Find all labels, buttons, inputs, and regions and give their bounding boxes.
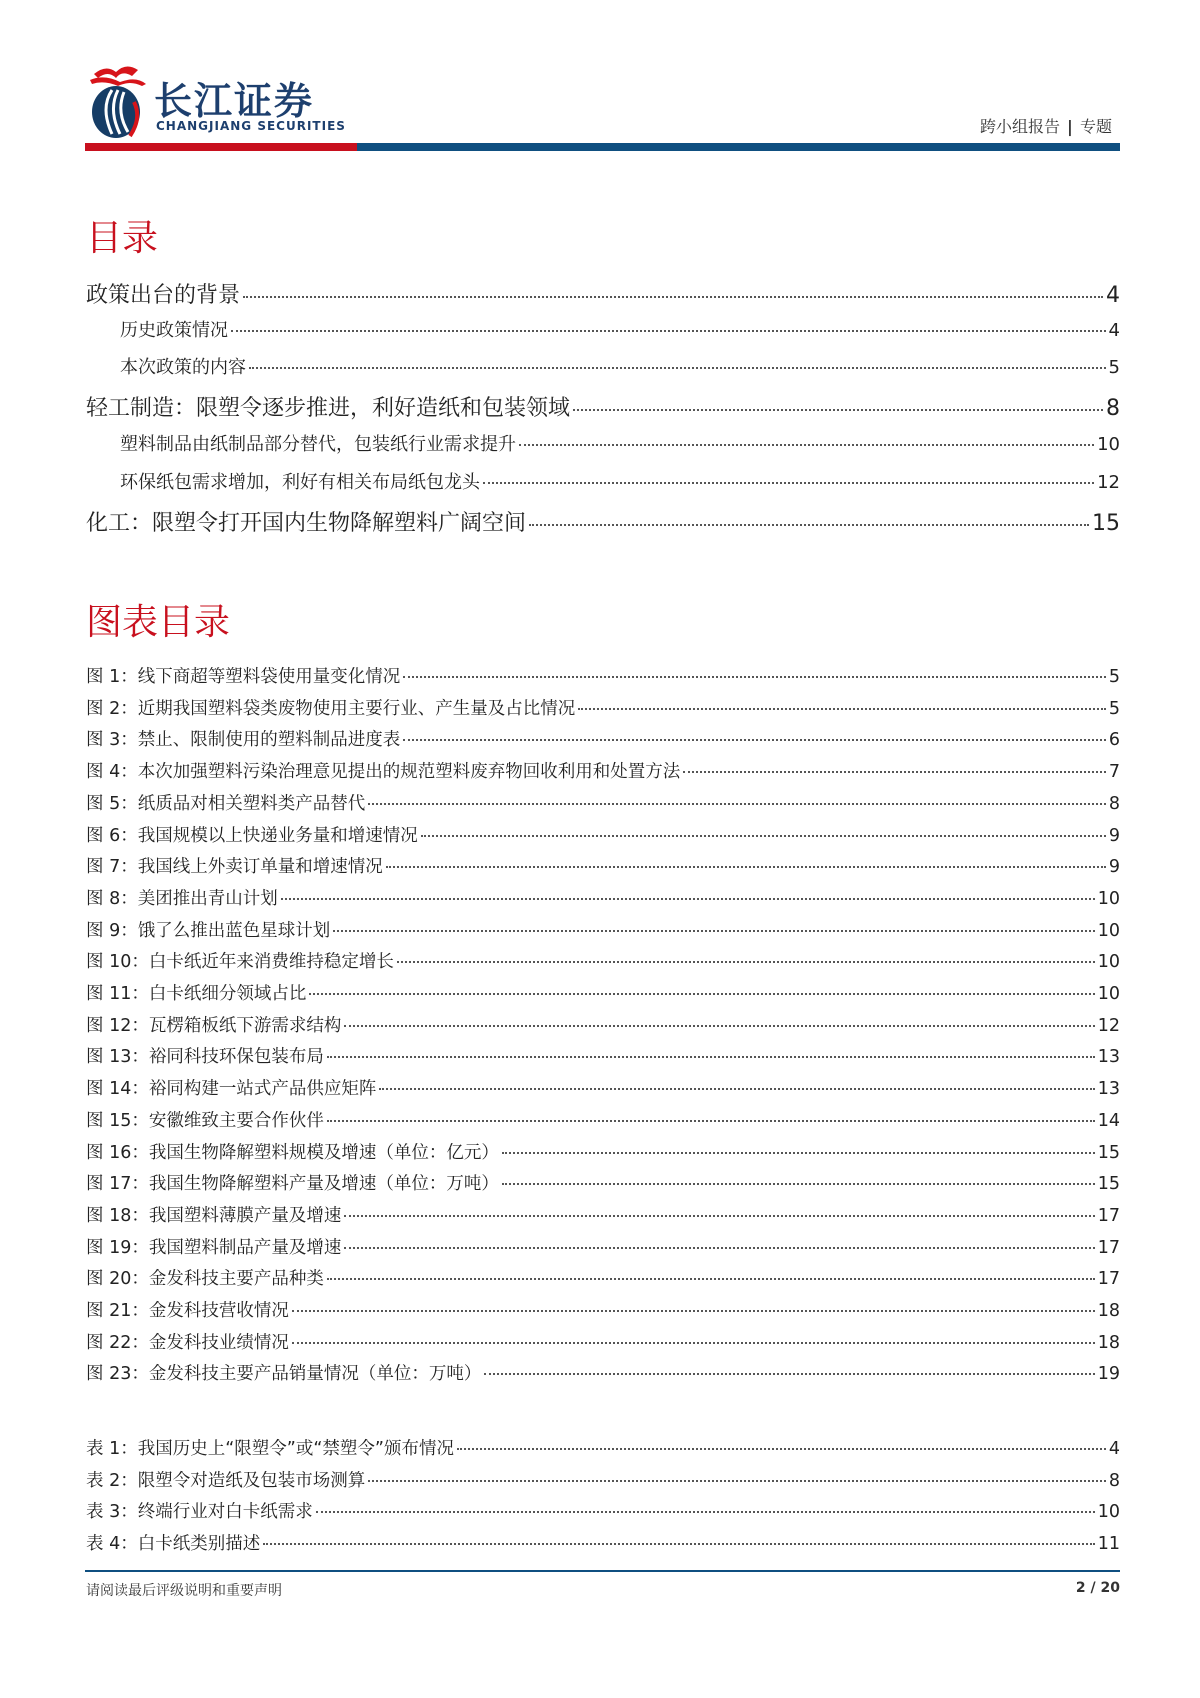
entry-label: 图 6：我国规模以上快递业务量和增速情况 bbox=[86, 825, 418, 846]
toc-entry[interactable] bbox=[86, 278, 1120, 309]
entry-page: 18 bbox=[1097, 1301, 1120, 1321]
dot-leader bbox=[421, 835, 1106, 837]
toc-entry[interactable] bbox=[86, 1043, 1120, 1068]
dot-leader bbox=[327, 1120, 1095, 1122]
toc-entry[interactable] bbox=[86, 1012, 1120, 1037]
toc-entry[interactable] bbox=[86, 1265, 1120, 1290]
dot-leader bbox=[403, 739, 1106, 741]
toc-entry[interactable] bbox=[86, 1435, 1120, 1460]
entry-page: 10 bbox=[1097, 1502, 1120, 1523]
toc-entry[interactable] bbox=[86, 726, 1120, 751]
toc-entry[interactable] bbox=[86, 1297, 1120, 1322]
entry-label: 图 13：裕同科技环保包装布局 bbox=[86, 1047, 324, 1068]
dot-leader bbox=[529, 524, 1089, 526]
toc-entry[interactable] bbox=[86, 1467, 1120, 1492]
toc-entry[interactable] bbox=[86, 790, 1120, 815]
entry-page: 14 bbox=[1097, 1110, 1120, 1131]
footer-disclaimer: 请阅读最后评级说明和重要声明 bbox=[86, 1583, 282, 1599]
report-type-label bbox=[980, 114, 1112, 137]
toc-entry[interactable] bbox=[120, 316, 1120, 342]
dot-leader bbox=[519, 444, 1094, 446]
entry-page: 8 bbox=[1106, 396, 1120, 421]
toc-entry[interactable] bbox=[86, 822, 1120, 847]
dot-leader bbox=[368, 803, 1106, 805]
entry-label: 表 4：白卡纸类别描述 bbox=[86, 1534, 261, 1555]
entry-label: 政策出台的背景 bbox=[86, 283, 241, 308]
entry-label: 表 3：终端行业对白卡纸需求 bbox=[86, 1502, 313, 1523]
entry-label: 表 2：限塑令对造纸及包装市场测算 bbox=[86, 1470, 366, 1491]
entry-label: 图 19：我国塑料制品产量及增速 bbox=[86, 1237, 342, 1258]
toc-entry[interactable] bbox=[86, 853, 1120, 878]
dot-leader bbox=[386, 866, 1106, 868]
dot-leader bbox=[344, 1025, 1094, 1027]
brand-name-en: CHANGJIANG SECURITIES bbox=[156, 119, 346, 133]
entry-label: 轻工制造：限塑令逐步推进，利好造纸和包装领域 bbox=[86, 396, 571, 421]
entry-page: 10 bbox=[1097, 920, 1120, 941]
entry-label: 图 8：美团推出青山计划 bbox=[86, 888, 278, 909]
entry-page: 5 bbox=[1108, 698, 1120, 719]
entry-page: 17 bbox=[1097, 1269, 1120, 1290]
toc-entry[interactable] bbox=[86, 1107, 1120, 1132]
toc-entry[interactable] bbox=[86, 1075, 1120, 1100]
figures-title: 图表目录 bbox=[86, 602, 231, 643]
entry-page: 6 bbox=[1108, 730, 1120, 751]
entry-page: 11 bbox=[1097, 1534, 1120, 1555]
entry-page: 4 bbox=[1108, 320, 1120, 341]
toc-entry[interactable] bbox=[86, 1360, 1120, 1385]
entry-page: 10 bbox=[1097, 888, 1120, 909]
dot-leader bbox=[683, 771, 1106, 773]
dot-leader bbox=[578, 708, 1106, 710]
entry-page: 13 bbox=[1097, 1047, 1120, 1068]
dot-leader bbox=[292, 1310, 1095, 1312]
dot-leader bbox=[344, 1215, 1094, 1217]
page-number: 2 / 20 bbox=[1075, 1580, 1120, 1596]
toc-entry[interactable] bbox=[86, 1139, 1120, 1164]
toc-entry[interactable] bbox=[86, 1498, 1120, 1523]
entry-page: 12 bbox=[1097, 472, 1120, 493]
toc-entry[interactable] bbox=[86, 1234, 1120, 1259]
dot-leader bbox=[368, 1480, 1106, 1482]
entry-page: 4 bbox=[1108, 1439, 1120, 1459]
dot-leader bbox=[484, 1373, 1094, 1375]
entry-page: 18 bbox=[1097, 1332, 1120, 1353]
dot-leader bbox=[573, 409, 1103, 411]
company-logo bbox=[86, 62, 366, 142]
entry-page: 9 bbox=[1108, 825, 1120, 846]
toc-entry[interactable] bbox=[86, 663, 1120, 688]
header-bar-blue bbox=[357, 143, 1120, 151]
entry-label: 图 14：裕同构建一站式产品供应矩阵 bbox=[86, 1079, 377, 1100]
entry-label: 化工：限塑令打开国内生物降解塑料广阔空间 bbox=[86, 511, 527, 536]
entry-page: 8 bbox=[1108, 1470, 1120, 1491]
brand-name-cn: 长江证券 bbox=[154, 78, 315, 123]
entry-label: 本次政策的内容 bbox=[120, 357, 246, 378]
entry-label: 图 7：我国线上外卖订单量和增速情况 bbox=[86, 857, 383, 878]
entry-label: 图 1：线下商超等塑料袋使用量变化情况 bbox=[86, 667, 401, 687]
entry-label: 图 2：近期我国塑料袋类废物使用主要行业、产生量及占比情况 bbox=[86, 698, 576, 719]
dot-leader bbox=[379, 1088, 1094, 1090]
dot-leader bbox=[483, 482, 1094, 484]
report-subtype: 专题 bbox=[1079, 117, 1112, 136]
dot-leader bbox=[457, 1448, 1106, 1450]
entry-page: 13 bbox=[1097, 1079, 1120, 1100]
dot-leader bbox=[292, 1342, 1095, 1344]
logo-emblem-icon bbox=[86, 62, 150, 142]
dot-leader bbox=[397, 961, 1095, 963]
dot-leader bbox=[249, 367, 1106, 369]
entry-page: 17 bbox=[1097, 1205, 1120, 1226]
entry-label: 图 15：安徽维致主要合作伙伴 bbox=[86, 1110, 324, 1131]
entry-label: 图 10：白卡纸近年来消费维持稳定增长 bbox=[86, 952, 394, 973]
toc-entry[interactable] bbox=[86, 695, 1120, 720]
entry-page: 8 bbox=[1108, 793, 1120, 814]
toc-entry[interactable] bbox=[86, 391, 1120, 422]
entry-page: 15 bbox=[1097, 1174, 1120, 1195]
entry-label: 图 9：饿了么推出蓝色星球计划 bbox=[86, 920, 331, 941]
entry-page: 10 bbox=[1097, 952, 1120, 973]
toc-title: 目录 bbox=[86, 218, 159, 259]
toc-entry[interactable] bbox=[86, 980, 1120, 1005]
separator: | bbox=[1067, 117, 1073, 136]
entry-label: 图 11：白卡纸细分领域占比 bbox=[86, 984, 307, 1004]
report-type: 跨小组报告 bbox=[979, 117, 1060, 136]
entry-label: 图 3：禁止、限制使用的塑料制品进度表 bbox=[86, 730, 401, 751]
dot-leader bbox=[309, 993, 1094, 995]
toc-entry[interactable] bbox=[86, 885, 1120, 910]
entry-label: 图 12：瓦楞箱板纸下游需求结构 bbox=[86, 1015, 342, 1036]
entry-page: 5 bbox=[1108, 357, 1120, 378]
entry-label: 图 18：我国塑料薄膜产量及增速 bbox=[86, 1205, 342, 1226]
entry-label: 塑料制品由纸制品部分替代，包装纸行业需求提升 bbox=[120, 434, 516, 455]
toc-entry[interactable] bbox=[86, 948, 1120, 973]
dot-leader bbox=[263, 1543, 1095, 1545]
dot-leader bbox=[316, 1511, 1095, 1513]
entry-label: 图 21：金发科技营收情况 bbox=[86, 1301, 289, 1321]
entry-label: 图 22：金发科技业绩情况 bbox=[86, 1332, 289, 1353]
entry-page: 10 bbox=[1097, 434, 1120, 455]
dot-leader bbox=[327, 1056, 1095, 1058]
header-bar-red bbox=[85, 143, 357, 151]
entry-page: 5 bbox=[1108, 667, 1120, 687]
dot-leader bbox=[403, 676, 1106, 678]
entry-label: 图 23：金发科技主要产品销量情况（单位：万吨） bbox=[86, 1364, 482, 1385]
toc-entry[interactable] bbox=[120, 468, 1120, 494]
entry-page: 15 bbox=[1097, 1142, 1120, 1163]
entry-page: 19 bbox=[1097, 1364, 1120, 1385]
dot-leader bbox=[281, 898, 1095, 900]
entry-page: 4 bbox=[1106, 283, 1120, 308]
entry-label: 图 5：纸质品对相关塑料类产品替代 bbox=[86, 793, 366, 814]
toc-entry[interactable] bbox=[86, 1170, 1120, 1195]
entry-label: 图 20：金发科技主要产品种类 bbox=[86, 1269, 324, 1290]
entry-page: 9 bbox=[1108, 857, 1120, 878]
dot-leader bbox=[502, 1152, 1095, 1154]
entry-label: 图 16：我国生物降解塑料规模及增速（单位：亿元） bbox=[86, 1142, 499, 1163]
toc-entry[interactable] bbox=[86, 758, 1120, 783]
dot-leader bbox=[327, 1278, 1095, 1280]
entry-page: 15 bbox=[1092, 511, 1120, 536]
entry-label: 图 17：我国生物降解塑料产量及增速（单位：万吨） bbox=[86, 1174, 499, 1195]
toc-entry[interactable] bbox=[86, 1202, 1120, 1227]
toc-entry[interactable] bbox=[120, 353, 1120, 379]
toc-entry[interactable] bbox=[86, 506, 1120, 537]
entry-label: 图 4：本次加强塑料污染治理意见提出的规范塑料废弃物回收利用和处置方法 bbox=[86, 762, 681, 783]
toc-entry[interactable] bbox=[120, 430, 1120, 456]
toc-entry[interactable] bbox=[86, 1530, 1120, 1555]
entry-label: 环保纸包需求增加，利好有相关布局纸包龙头 bbox=[120, 472, 480, 493]
entry-page: 17 bbox=[1097, 1237, 1120, 1258]
entry-page: 10 bbox=[1097, 984, 1120, 1004]
entry-page: 7 bbox=[1108, 762, 1120, 783]
entry-label: 历史政策情况 bbox=[120, 320, 228, 341]
footer-divider bbox=[85, 1570, 1120, 1572]
toc-entry[interactable] bbox=[86, 917, 1120, 942]
dot-leader bbox=[333, 930, 1095, 932]
dot-leader bbox=[502, 1183, 1095, 1185]
entry-page: 12 bbox=[1097, 1015, 1120, 1036]
toc-entry[interactable] bbox=[86, 1329, 1120, 1354]
dot-leader bbox=[243, 296, 1103, 298]
dot-leader bbox=[231, 330, 1106, 332]
dot-leader bbox=[344, 1247, 1094, 1249]
entry-label: 表 1：我国历史上“限塑令”或“禁塑令”颁布情况 bbox=[86, 1439, 454, 1459]
